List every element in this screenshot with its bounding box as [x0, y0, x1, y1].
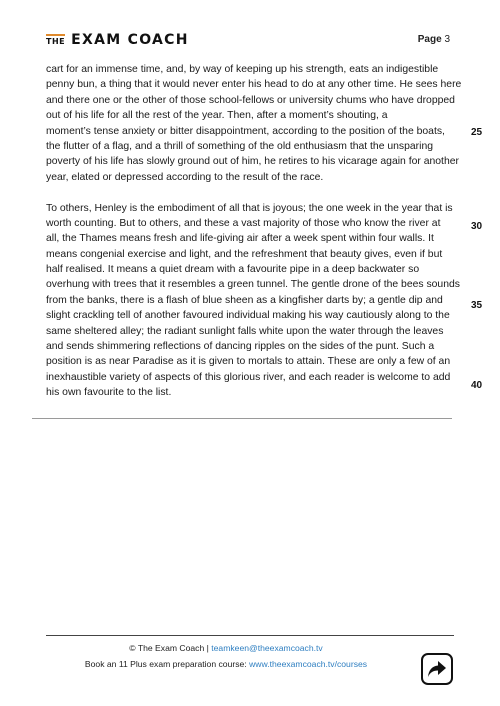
passage-line: moment’s tense anxiety or bitter disappointment, according to the position of the boats, [46, 125, 445, 137]
passage-line: and sends shimmering reflections of dancing ripples on the sides of the punt. Such a [46, 341, 435, 353]
logo-wordmark: EXAM COACH [71, 32, 189, 48]
line-number-marker: 25 [471, 127, 483, 138]
page-label: Page [417, 34, 442, 45]
passage-line: same sheltered alley; the radiant sunlight falls white upon the water through the leaves [46, 325, 444, 337]
page-indicator [418, 34, 450, 45]
line-number-marker: 35 [471, 300, 483, 311]
share-arrow-icon [427, 660, 447, 678]
line-number-marker: 30 [471, 221, 483, 232]
passage-line: position is as near Paradise as it is given to mortals to attain. These are only a few of an [46, 356, 451, 368]
paragraph-break [46, 185, 461, 200]
course-link[interactable]: www.theexamcoach.tv/courses [249, 659, 368, 669]
passage-text [46, 62, 461, 401]
share-button[interactable] [421, 653, 453, 685]
passage-end-divider [32, 418, 452, 419]
exam-coach-logo [46, 26, 189, 48]
footer-contact-line [46, 640, 406, 656]
footer-course-line [46, 656, 406, 672]
page-footer [46, 640, 406, 672]
passage-line: slight crackling tell of another favoured individual making his way cautiously along to the [46, 310, 450, 322]
line-number-marker: 40 [471, 380, 483, 391]
passage-line: year, elated or depressed according to the result of the race. [46, 171, 324, 183]
passage-line: half realised. It means a quiet dream with a favourite pipe in a deep backwater so [46, 264, 420, 276]
passage-line: his own favourite to the list. [46, 387, 172, 399]
page-number: 3 [444, 34, 450, 45]
passage-line: inexhaustible variety of aspects of this glorious river, and each reader is welcome to add [46, 371, 451, 383]
passage-line: To others, Henley is the embodiment of all that is joyous; the one week in the year that is [46, 202, 453, 214]
passage-line: penny bun, a thing that it would never enter his head to do at any other time. He sees here [46, 79, 462, 91]
copyright-text: © The Exam Coach | [129, 643, 209, 653]
passage-line: poverty of his life has slowly ground out of him, he retires to his vicarage again for another [46, 156, 459, 168]
passage-line: means congenial exercise and light, and the refreshment that beauty gives, even if but [46, 248, 443, 260]
footer-divider [46, 635, 454, 636]
passage-line: all, the Thames means fresh and life-giving air after a week spent within four walls. It [46, 233, 434, 245]
passage-line: the flutter of a flag, and a thrill of something of the old enthusiasm that the unsparing [46, 140, 434, 152]
passage-line: and there one or the other of those school-fellows or university chums who have dropped [46, 94, 455, 106]
passage-line: from the banks, there is a flash of blue sheen as a kingfisher darts by; a gentle dip and [46, 294, 443, 306]
logo-prefix: THE [46, 34, 65, 46]
course-text: Book an 11 Plus exam preparation course: [84, 659, 247, 669]
email-link[interactable]: teamkeen@theexamcoach.tv [211, 643, 323, 653]
passage-line: cart for an immense time, and, by way of keeping up his strength, eats an indigestible [46, 64, 439, 75]
page-header [46, 26, 454, 52]
passage-line: worth counting. But to others, and these a vast majority of those who know the river at [46, 217, 441, 229]
passage-line: overhung with trees that it resembles a green tunnel. The gentle drone of the bees sounds [46, 279, 460, 291]
passage-line: out of his life for all the rest of the year. Then, after a moment’s shouting, a [46, 110, 388, 122]
